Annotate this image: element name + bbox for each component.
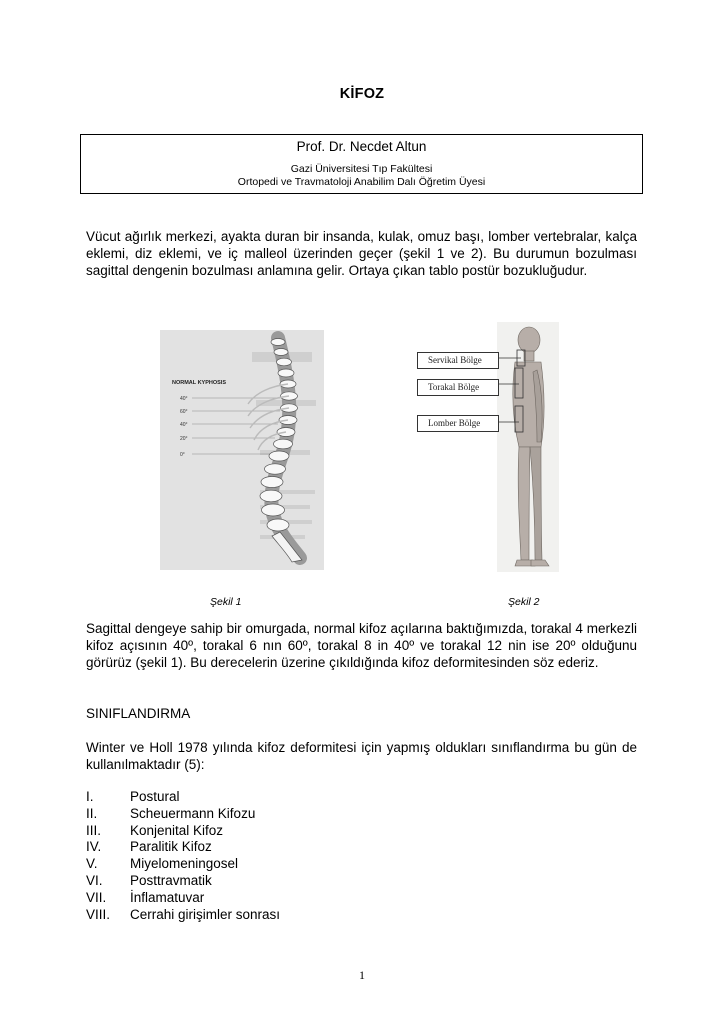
section-heading-classification: SINIFLANDIRMA	[86, 706, 191, 721]
classification-list	[86, 789, 280, 923]
list-item	[86, 789, 280, 806]
body-silhouette	[497, 322, 559, 572]
angle-label-2: 60°	[180, 409, 188, 415]
figure2-caption: Şekil 2	[508, 596, 540, 608]
list-item-label: İnflamatuvar	[130, 889, 205, 905]
figure2-body-image	[497, 322, 559, 572]
list-item-label: Scheuermann Kifozu	[130, 805, 256, 821]
author-name: Prof. Dr. Necdet Altun	[296, 139, 427, 154]
paragraph-kyphosis-angles: Sagittal dengeye sahip bir omurgada, normal kifoz açılarına baktığımızda, torakal 4 merkezli kifoz açısının 40º, torakal 6 nın 60º, torakal 8 in 40º ve torakal 12 nin ise 20º olduğunu görürüz (şekil 1). Bu derecelerin üzerine çıkıldığında kifoz deformitesinden söz ederiz.	[86, 621, 637, 670]
list-item-label: Cerrahi girişimler sonrası	[130, 906, 281, 922]
list-item	[86, 806, 280, 823]
region-label-thoracic: Torakal Bölge	[417, 379, 499, 396]
region-label-lumbar: Lomber Bölge	[417, 415, 499, 432]
list-item	[86, 856, 280, 873]
angle-label-1: 40°	[180, 396, 188, 402]
list-item	[86, 890, 280, 907]
list-item-label: Paralitik Kifoz	[130, 839, 212, 855]
document-title: KİFOZ	[339, 86, 385, 102]
list-item-number: III.	[86, 822, 102, 838]
paragraph-classification-intro: Winter ve Holl 1978 yılında kifoz deformitesi için yapmış oldukları sınıflandırma bu gün de kullanılmaktadır (5):	[86, 740, 637, 772]
author-affiliation-line2: Ortopedi ve Travmatoloji Anabilim Dalı Öğretim Üyesi	[237, 176, 486, 188]
figure1-spine-image	[160, 330, 324, 570]
author-affiliation-line1: Gazi Üniversitesi Tıp Fakültesi	[290, 163, 433, 175]
list-item-number: IV.	[86, 839, 102, 855]
paragraph-center-of-gravity: Vücut ağırlık merkezi, ayakta duran bir insanda, kulak, omuz başı, lomber vertebralar, kalça eklemi, diz eklemi, ve iç malleol üzerinden geçer (şekil 1 ve 2). Bu durumun bozulması sagittal dengenin bozulması anlamına gelir. Ortaya çıkan tablo postür bozukluğudur.	[86, 229, 637, 278]
list-item-number: I.	[86, 789, 94, 804]
list-item-label: Postural	[130, 789, 180, 804]
angle-label-4: 20°	[180, 436, 188, 442]
list-item-label: Miyelomeningosel	[130, 856, 239, 872]
list-item	[86, 873, 280, 890]
list-item	[86, 839, 280, 856]
list-item-label: Konjenital Kifoz	[130, 822, 224, 838]
list-item-number: II.	[86, 805, 98, 821]
list-item	[86, 823, 280, 840]
list-item	[86, 907, 280, 924]
list-item-number: VII.	[86, 889, 107, 905]
list-item-number: V.	[86, 856, 98, 872]
angle-label-5: 0°	[180, 452, 185, 458]
figure1-caption: Şekil 1	[210, 596, 242, 608]
list-item-number: VIII.	[86, 906, 111, 922]
list-item-number: VI.	[86, 872, 103, 888]
author-box	[80, 134, 643, 194]
region-label-cervical: Servikal Bölge	[417, 352, 499, 369]
angle-label-3: 40°	[180, 422, 188, 428]
page-number: 1	[359, 968, 365, 982]
inset-title: NORMAL KYPHOSIS	[172, 380, 226, 386]
spine-illustration	[160, 330, 324, 570]
list-item-label: Posttravmatik	[130, 872, 212, 888]
